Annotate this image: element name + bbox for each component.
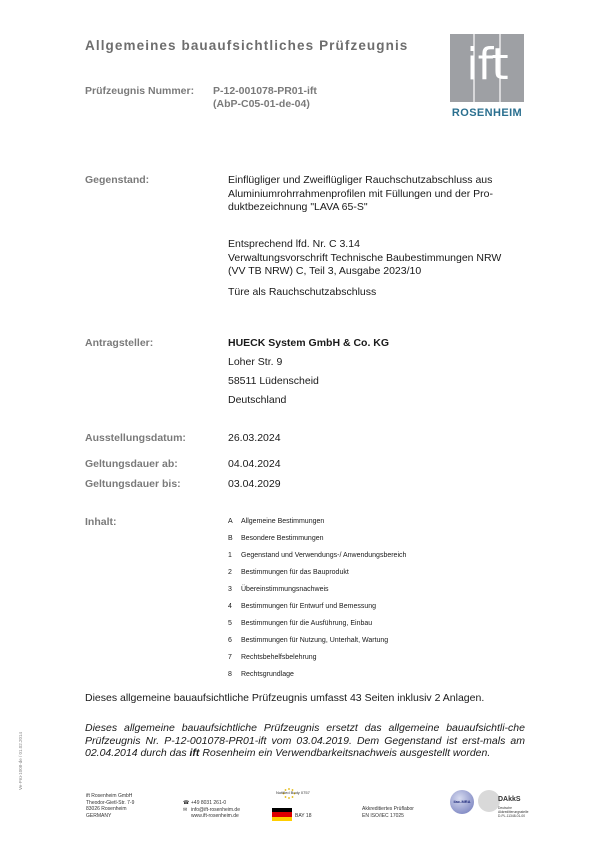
german-flag-icon [272, 808, 292, 821]
replacement-note-text: Rosenheim ein Verwendbarkeitsnachweis ausgestellt worden. [199, 747, 491, 759]
dakks-seal-icon [478, 790, 500, 812]
form-reference: Ve-Prü-1008-de / 01.02.2014 [18, 731, 23, 790]
contents-item-key: 8 [228, 671, 232, 678]
valid-to-label: Geltungsdauer bis: [85, 478, 181, 490]
contents-item-key: A [228, 518, 233, 525]
dakks-subtext-line: Deutsche [498, 806, 512, 810]
certificate-number-label: Prüfzeugnis Nummer: [85, 85, 195, 97]
replacement-note-bold: ift [189, 747, 200, 759]
contents-item [228, 535, 324, 542]
applicant-country: Deutschland [228, 394, 287, 406]
ift-logo [450, 34, 524, 122]
accreditation-line: EN ISO/IEC 17025 [362, 812, 404, 819]
valid-from-value: 04.04.2024 [228, 458, 281, 470]
contents-item-key: 5 [228, 620, 232, 627]
contents-item [228, 518, 324, 525]
subject-label: Gegenstand: [85, 174, 150, 186]
contents-item-key: 6 [228, 637, 232, 644]
notified-body: Notified Body 0757 [276, 790, 310, 795]
contents-item-key: B [228, 535, 233, 542]
email-icon: ✉ [183, 806, 188, 813]
contents-item-key: 1 [228, 552, 232, 559]
replacement-note-text: Dieses allgemeine bauaufsichtliche Prüfzeugnis ersetzt das allgemeine bauaufsichtli-che Prüfzeugnis Nr. P-12-001078-PR01-ift vom 03.04.2019. Dem Gegenstand ist erst-mals am 02.04.2014 durch das [85, 722, 525, 759]
contents-item-text: Rechtsgrundlage [241, 671, 294, 678]
dakks-subtext-line: D-PL-11348-01-00 [498, 814, 526, 818]
dakks-subtext [498, 806, 528, 818]
valid-to-value: 03.04.2029 [228, 478, 281, 490]
contents-item [228, 586, 329, 593]
footer-address-line: 83026 Rosenheim [86, 806, 127, 812]
ilac-logo-text: ilac-MRA [453, 799, 471, 804]
dakks-logo-text: DAkkS [498, 796, 521, 803]
phone-icon: ☎ [183, 800, 190, 806]
subject-line: Aluminiumrohrrahmenprofilen mit Füllungen und der Pro- [228, 187, 493, 200]
pages-note: Dieses allgemeine bauaufsichtliche Prüfzeugnis umfasst 43 Seiten inklusiv 2 Anlagen. [85, 692, 485, 704]
contents-item [228, 671, 294, 678]
contents-item-text: Rechtsbehelfsbelehrung [241, 654, 317, 661]
applicant-street: Loher Str. 9 [228, 356, 283, 368]
replacement-note [85, 722, 525, 760]
footer-address-line: GERMANY [86, 812, 112, 819]
subject-line: Einflügliger und Zweiflügliger Rauchschutzabschluss aus [228, 174, 493, 186]
contents-item-text: Besondere Bestimmungen [241, 535, 324, 542]
certificate-number-sub: (AbP-C05-01-de-04) [213, 98, 310, 110]
accreditation-line: Akkreditiertes Prüflabor [362, 806, 414, 812]
reference-line: Entsprechend lfd. Nr. C 3.14 [228, 238, 360, 250]
reference-line: (VV TB NRW) C, Teil 3, Ausgabe 2023/10 [228, 265, 422, 277]
applicant-city: 58511 Lüdenscheid [228, 375, 319, 387]
footer-accreditation [362, 806, 414, 819]
contents-item-key: 4 [228, 603, 232, 610]
contents-item-text: Bestimmungen für Entwurf und Bemessung [241, 603, 377, 610]
ilac-logo [450, 790, 474, 814]
valid-from-label: Geltungsdauer ab: [85, 458, 178, 470]
footer-contact [183, 800, 240, 820]
reference-line: Verwaltungsvorschrift Technische Baubestimmungen NRW [228, 251, 502, 264]
document-title: Allgemeines bauaufsichtliches Prüfzeugnis [85, 38, 409, 53]
contents-item-text: Bestimmungen für das Bauprodukt [241, 569, 349, 576]
contents-item-key: 3 [228, 586, 232, 593]
contents-item [228, 654, 317, 661]
contents-item [228, 552, 406, 559]
dakks-subtext-line: Akkreditierungsstelle [498, 810, 529, 814]
issue-date-label: Ausstellungsdatum: [85, 432, 186, 444]
contents-item-text: Gegenstand und Verwendungs-/ Anwendungsbereich [241, 552, 407, 559]
footer-email[interactable]: info@ift-rosenheim.de [191, 806, 240, 813]
subject-usage: Türe als Rauchschutzabschluss [228, 286, 377, 298]
footer-address-line: ift Rosenheim GmbH [86, 793, 133, 799]
subject-description [228, 174, 524, 215]
contents-item-text: Bestimmungen für die Ausführung, Einbau [241, 620, 373, 627]
logo-mark: ift [466, 39, 508, 90]
bay-mark: BAY 18 [295, 813, 312, 819]
contents-item [228, 603, 376, 610]
contents-item [228, 637, 388, 644]
contents-item [228, 569, 349, 576]
contents-item-key: 7 [228, 654, 232, 661]
certificate-number-value: P-12-001078-PR01-ift [213, 85, 317, 97]
footer-website[interactable]: www.ift-rosenheim.de [191, 813, 239, 819]
contents-item-text: Übereinstimmungsnachweis [241, 586, 329, 593]
applicant-label: Antragsteller: [85, 337, 154, 349]
logo-city: ROSENHEIM [451, 107, 523, 119]
applicant-name: HUECK System GmbH & Co. KG [228, 337, 390, 349]
footer-address-line: Theodor-Gietl-Str. 7-9 [86, 799, 135, 806]
footer-address [86, 793, 134, 819]
subject-reference [228, 238, 524, 279]
contents-item-key: 2 [228, 569, 232, 576]
contents-item-text: Allgemeine Bestimmungen [241, 518, 325, 525]
contents-item [228, 620, 372, 627]
contents-label: Inhalt: [85, 516, 117, 528]
issue-date-value: 26.03.2024 [228, 432, 281, 444]
footer-phone: +49 8031 261-0 [191, 800, 227, 806]
subject-line: duktbezeichnung "LAVA 65-S" [228, 201, 368, 213]
contents-item-text: Bestimmungen für Nutzung, Unterhalt, Wartung [241, 637, 389, 644]
